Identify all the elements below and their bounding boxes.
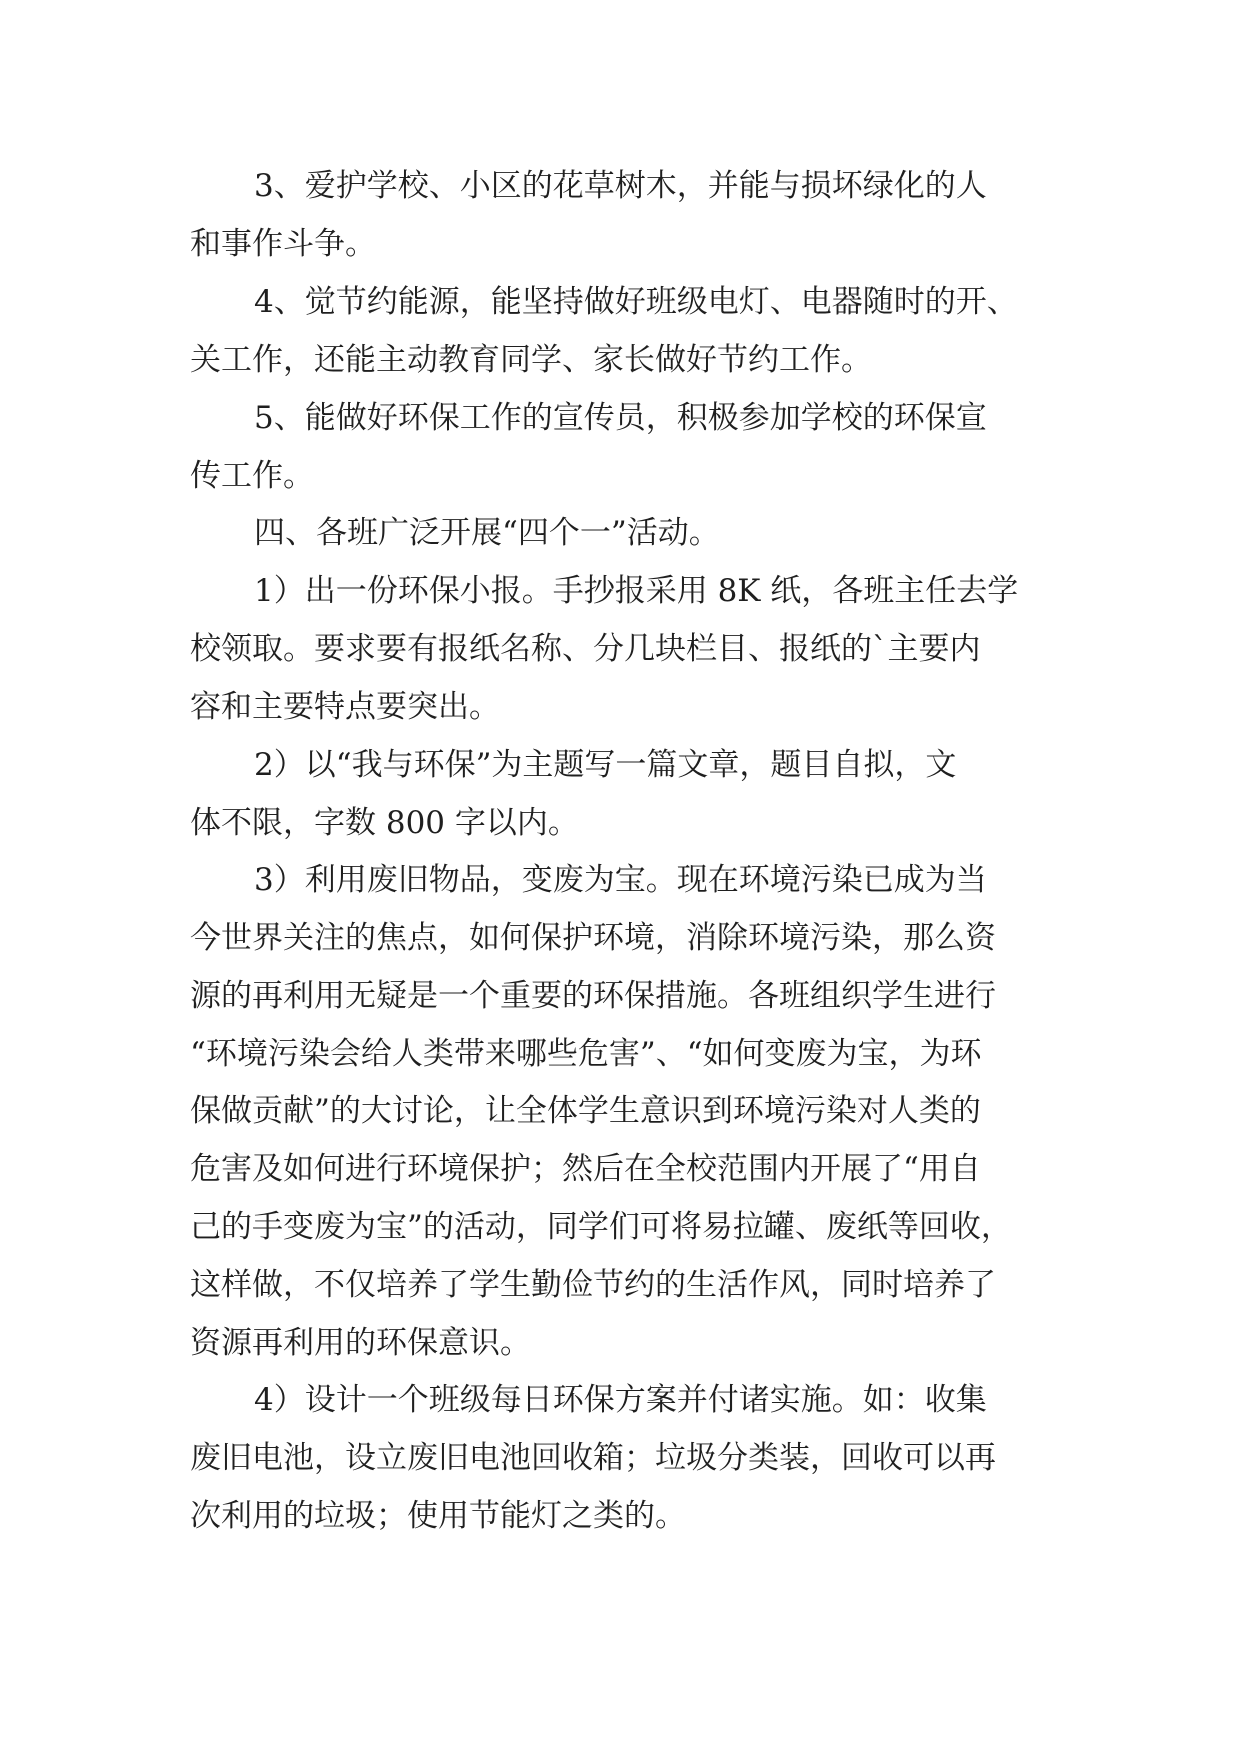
item-3-line-5: 保做贡献”的大讨论，让全体学生意识到环境污染对人类的 [190, 1093, 981, 1129]
paragraph-4-line-2: 关工作，还能主动教育同学、家长做好节约工作。 [190, 342, 872, 378]
paragraph-4-line-1: 4、觉节约能源，能坚持做好班级电灯、电器随时的开、 [254, 284, 1018, 320]
item-3-line-8: 这样做，不仅培养了学生勤俭节约的生活作风，同时培养了 [190, 1267, 996, 1303]
item-1-line-2: 校领取。要求要有报纸名称、分几块栏目、报纸的`主要内 [190, 631, 981, 667]
item-3-line-7: 己的手变废为宝”的活动，同学们可将易拉罐、废纸等回收， [190, 1209, 1012, 1245]
paragraph-5-line-2: 传工作。 [190, 458, 314, 494]
item-4-line-2: 废旧电池，设立废旧电池回收箱；垃圾分类装，回收可以再 [190, 1440, 996, 1476]
section-heading: 四、各班广泛开展“四个一”活动。 [254, 515, 720, 551]
item-1-line-3: 容和主要特点要突出。 [190, 689, 500, 725]
item-3-line-6: 危害及如何进行环境保护；然后在全校范围内开展了“用自 [190, 1151, 981, 1187]
item-3-line-9: 资源再利用的环保意识。 [190, 1325, 531, 1361]
item-1-line-1: 1）出一份环保小报。手抄报采用 8K 纸，各班主任去学 [254, 573, 1019, 609]
item-2-line-2: 体不限，字数 800 字以内。 [190, 805, 579, 841]
paragraph-3-line-2: 和事作斗争。 [190, 226, 376, 262]
item-3-line-1: 3）利用废旧物品，变废为宝。现在环境污染已成为当 [254, 862, 987, 898]
item-3-line-3: 源的再利用无疑是一个重要的环保措施。各班组织学生进行 [190, 978, 996, 1014]
item-3-line-2: 今世界关注的焦点，如何保护环境，消除环境污染，那么资 [190, 920, 996, 956]
item-4-line-3: 次利用的垃圾；使用节能灯之类的。 [190, 1498, 686, 1534]
item-3-line-4: “环境污染会给人类带来哪些危害”、“如何变废为宝，为环 [190, 1036, 982, 1072]
paragraph-5-line-1: 5、能做好环保工作的宣传员，积极参加学校的环保宣 [254, 400, 987, 436]
paragraph-3-line-1: 3、爱护学校、小区的花草树木，并能与损坏绿化的人 [254, 168, 987, 204]
item-4-line-1: 4）设计一个班级每日环保方案并付诸实施。如：收集 [254, 1382, 987, 1418]
item-2-line-1: 2）以“我与环保”为主题写一篇文章，题目自拟，文 [254, 747, 957, 783]
